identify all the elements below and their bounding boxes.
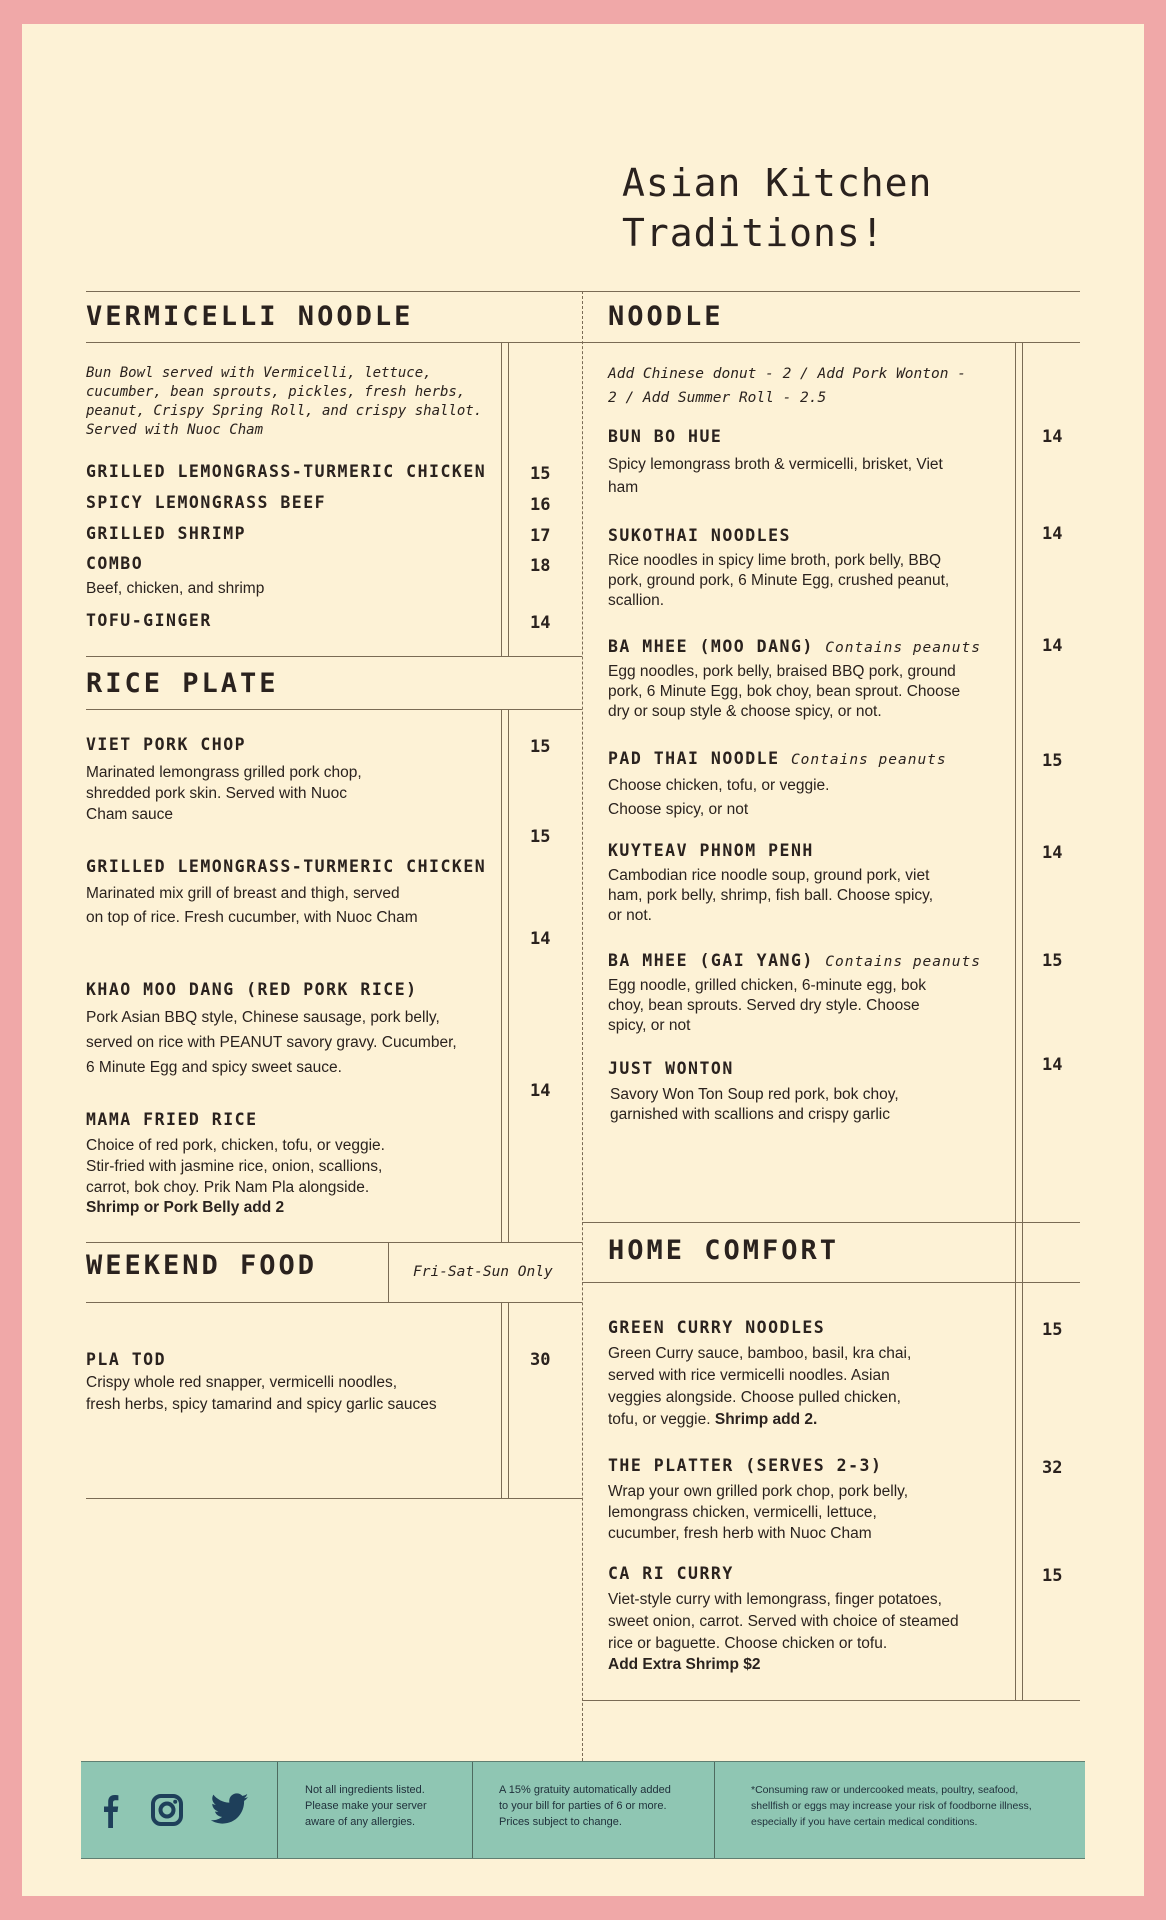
section-heading-comfort: HOME COMFORT — [608, 1235, 840, 1266]
section-heading-weekend: WEEKEND FOOD — [86, 1250, 318, 1281]
menu-item-desc: Cambodian rice noodle soup, ground pork, viet ham, pork belly, shrimp, fish ball. Choose spicy, or not. — [608, 867, 934, 924]
menu-item-price: 14 — [1042, 427, 1063, 447]
menu-item-price: 15 — [1042, 1320, 1063, 1340]
menu-item-desc: Spicy lemongrass broth & vermicelli, brisket, Viet ham — [608, 456, 943, 496]
menu-item-price: 15 — [530, 737, 551, 757]
menu-item-name — [608, 950, 981, 973]
menu-item-price: 17 — [530, 526, 551, 546]
menu-item-desc: Marinated mix grill of breast and thigh, served on top of rice. Fresh cucumber, with Nuoc Cham — [86, 885, 418, 926]
consumer-advisory: *Consuming raw or undercooked meats, poultry, seafood, shellfish or eggs may increase your risk of foodborne illness, especially if you have certain medical conditions. — [751, 1784, 1032, 1828]
menu-item-desc: Crispy whole red snapper, vermicelli noodles, fresh herbs, spicy tamarind and spicy garlic sauces — [86, 1374, 437, 1413]
instagram-icon[interactable] — [151, 1794, 183, 1830]
menu-item-desc-text: Green Curry sauce, bamboo, basil, kra chai, served with rice vermicelli noodles. Asian veggies alongside. Choose pulled chicken, tofu, or veggie. — [608, 1345, 912, 1428]
menu-item-price: 32 — [1042, 1458, 1063, 1478]
menu-item-name — [608, 748, 947, 771]
menu-item-name: GRILLED LEMONGRASS-TURMERIC CHICKEN — [86, 857, 487, 876]
menu-item-extra: Shrimp add 2. — [714, 1411, 818, 1428]
peanut-warning: Contains peanuts — [790, 752, 947, 768]
peanut-warning: Contains peanuts — [825, 954, 981, 970]
menu-item-name: GRILLED LEMONGRASS-TURMERIC CHICKEN — [86, 462, 487, 481]
menu-item-extra: Add Extra Shrimp $2 — [608, 1656, 761, 1673]
menu-item-desc: Choice of red pork, chicken, tofu, or veggie. Stir-fried with jasmine rice, onion, scallions, carrot, bok choy. Prik Nam Pla alongside. — [86, 1137, 385, 1196]
menu-item-name: SPICY LEMONGRASS BEEF — [86, 493, 327, 512]
menu-item-desc: Rice noodles in spicy lime broth, pork belly, BBQ pork, ground pork, 6 Minute Egg, crushed peanut, scallion. — [608, 552, 950, 609]
menu-item-name: JUST WONTON — [608, 1059, 734, 1078]
menu-title-line1: Asian Kitchen — [622, 161, 933, 205]
menu-item-name: TOFU-GINGER — [86, 611, 212, 630]
menu-item-desc: Savory Won Ton Soup red pork, bok choy, garnished with scallions and crispy garlic — [610, 1086, 899, 1123]
menu-item-desc: Viet-style curry with lemongrass, finger potatoes, sweet onion, carrot. Served with choice of steamed rice or baguette. Choose chicken or tofu. — [608, 1591, 959, 1652]
menu-item-desc: Beef, chicken, and shrimp — [86, 580, 265, 597]
menu-item-price: 14 — [530, 929, 551, 949]
menu-item-desc — [608, 1343, 1008, 1431]
menu-item-price: 14 — [530, 1081, 551, 1101]
weekend-note: Fri-Sat-Sun Only — [413, 1264, 553, 1280]
menu-item-price: 14 — [530, 613, 551, 633]
menu-item-price: 15 — [1042, 951, 1063, 971]
menu-item-price: 14 — [1042, 843, 1063, 863]
menu-item-price: 14 — [1042, 1055, 1063, 1075]
menu-item-name: BUN BO HUE — [608, 427, 723, 446]
menu-item-name-text: BA MHEE (GAI YANG) — [608, 951, 814, 970]
menu-item-name: GREEN CURRY NOODLES — [608, 1318, 826, 1337]
menu-item-name: PLA TOD — [86, 1350, 167, 1369]
menu-item-name: VIET PORK CHOP — [86, 735, 247, 754]
allergy-notice: Not all ingredients listed. Please make your server aware of any allergies. — [305, 1784, 427, 1828]
menu-item-price: 30 — [530, 1350, 551, 1370]
section-heading-rice: RICE PLATE — [86, 668, 279, 699]
menu-item-price: 14 — [1042, 524, 1063, 544]
menu-item-price: 15 — [1042, 1566, 1063, 1586]
menu-item-name: KUYTEAV PHNOM PENH — [608, 841, 814, 860]
menu-item-price: 16 — [530, 495, 551, 515]
menu-item-desc: Choose chicken, tofu, or veggie. Choose spicy, or not — [608, 777, 830, 818]
footer-bar — [81, 1761, 1085, 1859]
menu-item-desc: Pork Asian BBQ style, Chinese sausage, pork belly, served on rice with PEANUT savory gravy. Cucumber, 6 Minute Egg and spicy sweet sauce. — [86, 1009, 457, 1076]
menu-item-price: 15 — [1042, 751, 1063, 771]
menu-item-price: 14 — [1042, 636, 1063, 656]
menu-item-name: MAMA FRIED RICE — [86, 1110, 258, 1129]
menu-item-name-text: PAD THAI NOODLE — [608, 749, 780, 768]
twitter-icon[interactable] — [211, 1793, 249, 1829]
menu-item-name: KHAO MOO DANG (RED PORK RICE) — [86, 980, 418, 999]
noodle-note: Add Chinese donut - 2 / Add Pork Wonton - 2 / Add Summer Roll - 2.5 — [608, 366, 966, 406]
menu-item-name-text: BA MHEE (MOO DANG) — [608, 637, 814, 656]
menu-item-desc: Egg noodle, grilled chicken, 6-minute egg, bok choy, bean sprouts. Served dry style. Choose spicy, or not — [608, 977, 926, 1034]
menu-item-name — [608, 636, 981, 659]
menu-item-name: SUKOTHAI NOODLES — [608, 526, 791, 545]
section-heading-noodle: NOODLE — [608, 301, 724, 332]
menu-item-name: THE PLATTER (SERVES 2-3) — [608, 1456, 883, 1475]
menu-item-desc: Egg noodles, pork belly, braised BBQ pork, ground pork, 6 Minute Egg, bok choy, bean sprout. Choose dry or soup style & choose spicy, or not. — [608, 663, 961, 720]
menu-item-name: COMBO — [86, 554, 144, 573]
vermicelli-note: Bun Bowl served with Vermicelli, lettuce, cucumber, bean sprouts, pickles, fresh herbs, peanut, Crispy Spring Roll, and crispy shallot. Served with Nuoc Cham — [86, 365, 483, 438]
gratuity-notice: A 15% gratuity automatically added to your bill for parties of 6 or more. Prices subject to change. — [499, 1784, 671, 1828]
menu-item-extra: Shrimp or Pork Belly add 2 — [86, 1199, 285, 1216]
menu-item-desc: Marinated lemongrass grilled pork chop, shredded pork skin. Served with Nuoc Cham sauce — [86, 764, 362, 823]
menu-title — [622, 158, 932, 258]
section-heading-vermicelli: VERMICELLI NOODLE — [86, 301, 414, 332]
menu-item-price: 15 — [530, 827, 551, 847]
menu-item-name: CA RI CURRY — [608, 1564, 734, 1583]
menu-item-desc: Wrap your own grilled pork chop, pork belly, lemongrass chicken, vermicelli, lettuce, cucumber, fresh herb with Nuoc Cham — [608, 1483, 909, 1542]
menu-item-name: GRILLED SHRIMP — [86, 524, 247, 543]
peanut-warning: Contains peanuts — [825, 640, 981, 656]
facebook-icon[interactable] — [101, 1794, 119, 1832]
menu-item-price: 15 — [530, 464, 551, 484]
menu-page — [22, 24, 1144, 1896]
menu-item-price: 18 — [530, 556, 551, 576]
menu-title-line2: Traditions! — [622, 211, 885, 255]
